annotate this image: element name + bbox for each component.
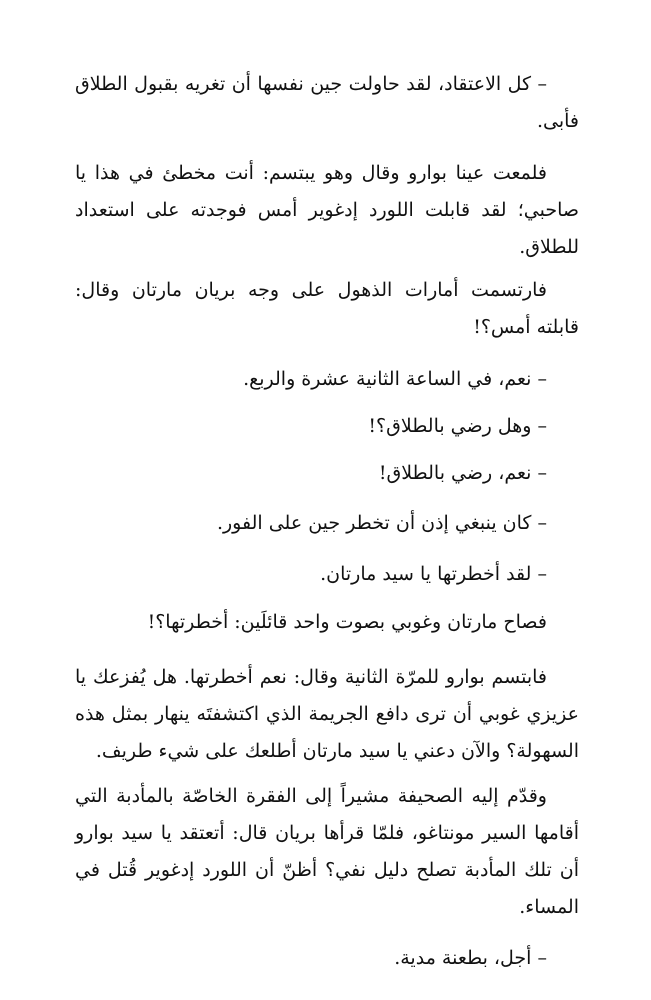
paragraph: فابتسم بوارو للمرّة الثانية وقال: نعم أخطرتها. هل يُفزعك يا عزيزي غوبي أن ترى دافع الجريمة الذي اكتشفتَه ينهار بمثل هذه السهولة؟ والآن دعني يا سيد مارتان أطلعك على شيء طريف. (75, 666, 579, 762)
paragraph-dialogue: – وهل رضي بالطلاق؟! (368, 415, 547, 437)
paragraph-dialogue: – نعم، رضي بالطلاق! (378, 462, 547, 484)
paragraph: وقدّم إليه الصحيفة مشيراً إلى الفقرة الخاصّة بالمأدبة التي أقامها السير مونتاغو، فلمّا قرأها بريان قال: أتعتقد يا سيد بوارو أن تلك المأدبة تصلح دليل نفي؟ أظنّ أن اللورد إدغوير قُتل في المساء. (75, 785, 579, 918)
paragraph-dialogue: – نعم، في الساعة الثانية عشرة والربع. (243, 368, 547, 390)
paragraph-dialogue: – كل الاعتقاد، لقد حاولت جين نفسها أن تغريه بقبول الطلاق فأبى. (75, 73, 579, 132)
paragraph-dialogue: – أجل، بطعنة مدية. (394, 947, 547, 969)
paragraph-dialogue: – لقد أخطرتها يا سيد مارتان. (320, 563, 547, 585)
paragraph: فارتسمت أمارات الذهول على وجه بريان مارتان وقال: قابلته أمس؟! (75, 279, 579, 338)
paragraph-dialogue: – كان ينبغي إذن أن تخطر جين على الفور. (216, 512, 547, 534)
book-page (75, 0, 579, 1000)
paragraph: فلمعت عينا بوارو وقال وهو يبتسم: أنت مخطئ في هذا يا صاحبي؛ لقد قابلت اللورد إدغوير أمس فوجدته على استعداد للطلاق. (75, 162, 579, 258)
paragraph: فصاح مارتان وغوبي بصوت واحد قائلَين: أخطرتها؟! (147, 611, 547, 633)
